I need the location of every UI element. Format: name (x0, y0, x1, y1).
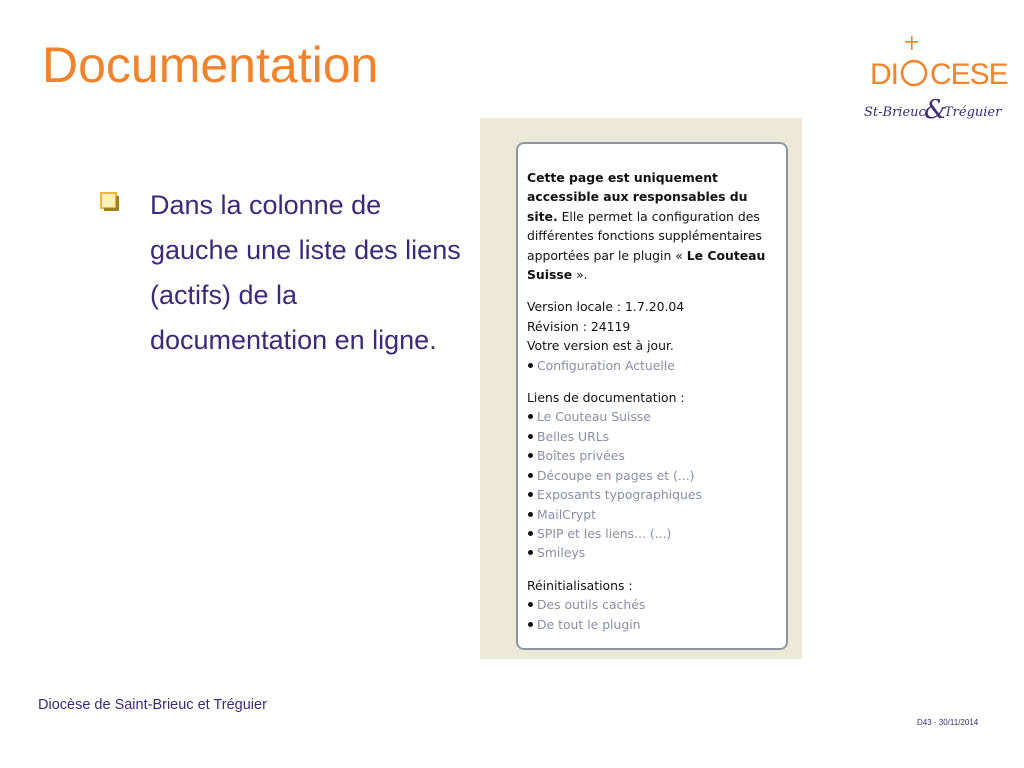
intro-bold-1: Cette page est uniquement accessible aux responsables du site. (527, 170, 748, 224)
bullet-dot-icon (528, 453, 533, 458)
bullet-dot-icon (528, 512, 533, 517)
footer-slide-id: D43 - 30/11/2014 (917, 718, 979, 727)
intro-bold-2: Le Couteau Suisse (527, 247, 766, 283)
doc-link[interactable]: Découpe en pages et (...) (537, 467, 695, 483)
bullet-dot-icon (528, 434, 533, 439)
logo-o (902, 61, 926, 85)
doc-link-item[interactable] (527, 446, 778, 465)
footer-organization: Diocèse de Saint-Brieuc et Tréguier (38, 697, 267, 713)
doc-heading: Liens de documentation : (527, 390, 685, 406)
reset-link[interactable]: Des outils cachés (537, 597, 646, 613)
version-locale: Version locale : 1.7.20.04 (527, 299, 685, 315)
doc-link[interactable]: Smileys (537, 545, 586, 561)
doc-link-item[interactable] (527, 466, 778, 485)
doc-link[interactable]: SPIP et les liens... (...) (537, 525, 672, 541)
logo-word: DI (870, 58, 898, 91)
doc-link-item[interactable] (527, 485, 778, 504)
svg-text:CESE: CESE (930, 58, 1008, 91)
bullet-dot-icon (528, 531, 533, 536)
bullet-dot-icon (528, 602, 533, 607)
doc-link-item[interactable] (527, 543, 778, 562)
bullet-dot-icon (528, 622, 533, 627)
doc-link[interactable]: MailCrypt (537, 506, 596, 522)
bullet-dot-icon (528, 473, 533, 478)
doc-link-item[interactable] (527, 505, 778, 524)
config-link[interactable]: Configuration Actuelle (537, 357, 675, 373)
doc-link[interactable]: Exposants typographiques (537, 487, 702, 503)
diocese-logo (860, 32, 1010, 127)
logo-ampersand: & (924, 95, 948, 125)
bullet-text: Dans la colonne de gauche une liste des liens (actifs) de la documentation en ligne. (150, 190, 461, 355)
bullet-dot-icon (528, 550, 533, 555)
intro-paragraph (527, 168, 778, 284)
doc-link-item[interactable] (527, 427, 778, 446)
intro-rest-1: Elle permet la configuration des différentes fonctions supplémentaires apportées par le plugin « (527, 208, 762, 263)
doc-link-item[interactable] (527, 524, 778, 543)
reset-heading: Réinitialisations : (527, 577, 633, 593)
bullet-dot-icon (528, 414, 533, 419)
reset-link-item[interactable] (527, 595, 778, 614)
doc-link[interactable]: Boîtes privées (537, 448, 625, 464)
doc-link[interactable]: Le Couteau Suisse (537, 409, 651, 425)
config-link-row[interactable] (527, 356, 778, 375)
slide-title: Documentation (42, 37, 379, 93)
reset-link[interactable]: De tout le plugin (537, 616, 641, 632)
plugin-screenshot (480, 118, 802, 659)
doc-link[interactable]: Belles URLs (537, 428, 610, 444)
reset-link-item[interactable] (527, 615, 778, 634)
logo-subtitle-b: Tréguier (944, 105, 1002, 120)
logo-subtitle-a: St-Brieuc (864, 105, 926, 120)
revision: Révision : 24119 (527, 318, 631, 334)
version-status: Votre version est à jour. (527, 338, 674, 354)
bullet-item (100, 183, 470, 363)
checkbox-bullet-icon (100, 192, 120, 212)
logo-cross (905, 36, 918, 50)
intro-rest-2: ». (572, 267, 588, 283)
doc-link-item[interactable] (527, 407, 778, 426)
bullet-dot-icon (528, 363, 533, 368)
bullet-dot-icon (528, 492, 533, 497)
info-panel (516, 142, 788, 650)
